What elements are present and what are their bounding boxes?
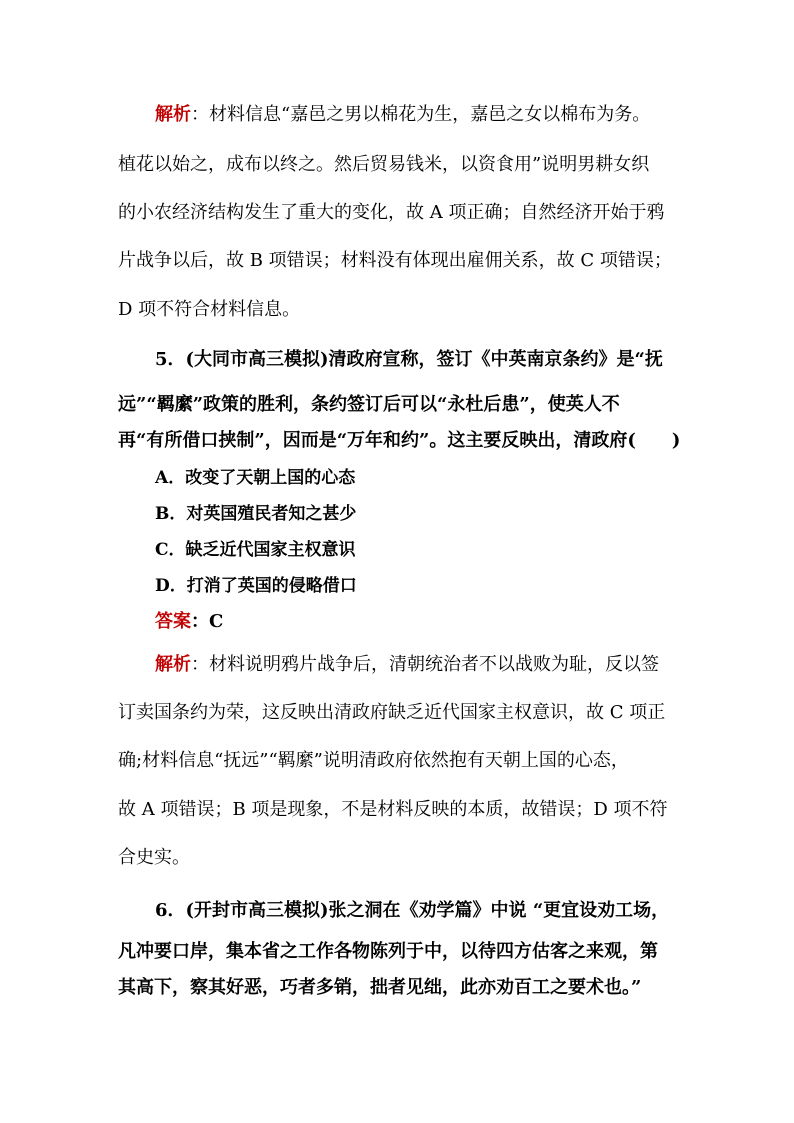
q5-option-c: C．缺乏近代国家主权意识 bbox=[155, 540, 356, 560]
q5-answer bbox=[155, 607, 223, 633]
q5-stem-line-1: 5．(大同市高三模拟)清政府宣称，签订《中英南京条约》是“抚 bbox=[155, 349, 663, 370]
q5-analysis-line-5: 合史实。 bbox=[118, 847, 190, 868]
q5-analysis-text-1: ：材料说明鸦片战争后，清朝统治者不以战败为耻，反以签 bbox=[191, 654, 659, 675]
q5-stem-line-3: 再“有所借口挟制”，因而是“万年和约”。这主要反映出，清政府( ) bbox=[118, 430, 681, 451]
q4-analysis-line-2: 植花以始之，成布以终之。然后贸易钱米，以资食用”说明男耕女织 bbox=[118, 154, 650, 175]
q5-option-b: B．对英国殖民者知之甚少 bbox=[155, 504, 357, 524]
q4-analysis-line-3: 的小农经济结构发生了重大的变化，故 A 项正确；自然经济开始于鸦 bbox=[118, 202, 665, 223]
q6-stem-line-2: 凡冲要口岸，集本省之工作各物陈列于中，以待四方估客之来观，第 bbox=[118, 941, 658, 962]
q5-stem-line-2: 远”“羁縻”政策的胜利，条约签订后可以“永杜后患”，使英人不 bbox=[118, 394, 620, 415]
q5-option-d: D．打消了英国的侵略借口 bbox=[155, 576, 357, 596]
q5-analysis-line-2: 订卖国条约为荣，这反映出清政府缺乏近代国家主权意识，故 C 项正 bbox=[118, 702, 666, 723]
q5-option-a: A．改变了天朝上国的心态 bbox=[155, 468, 356, 488]
answer-label: 答案 bbox=[155, 611, 191, 632]
analysis-label: 解析 bbox=[155, 654, 191, 675]
answer-value: ：C bbox=[191, 611, 224, 632]
analysis-label: 解析 bbox=[155, 104, 191, 125]
q5-analysis-line-4: 故 A 项错误；B 项是现象，不是材料反映的本质，故错误；D 项不符 bbox=[118, 799, 668, 820]
q4-analysis-line-4: 片战争以后，故 B 项错误；材料没有体现出雇佣关系，故 C 项错误； bbox=[118, 250, 672, 271]
q5-analysis-line-3: 确;材料信息“抚远”“羁縻”说明清政府依然抱有天朝上国的心态， bbox=[118, 750, 629, 771]
q6-stem-line-3: 其高下，察其好恶，巧者多销，拙者见绌，此亦劝百工之要术也。” bbox=[118, 977, 642, 998]
q6-stem-line-1: 6．(开封市高三模拟)张之洞在《劝学篇》中说 “更宜设劝工场， bbox=[155, 900, 670, 921]
q5-analysis-line-1 bbox=[155, 650, 659, 676]
q4-analysis-line-5: D 项不符合材料信息。 bbox=[118, 299, 301, 320]
q4-analysis-line-1 bbox=[155, 100, 650, 126]
q4-analysis-text-1: ：材料信息“嘉邑之男以棉花为生，嘉邑之女以棉布为务。 bbox=[191, 104, 651, 125]
